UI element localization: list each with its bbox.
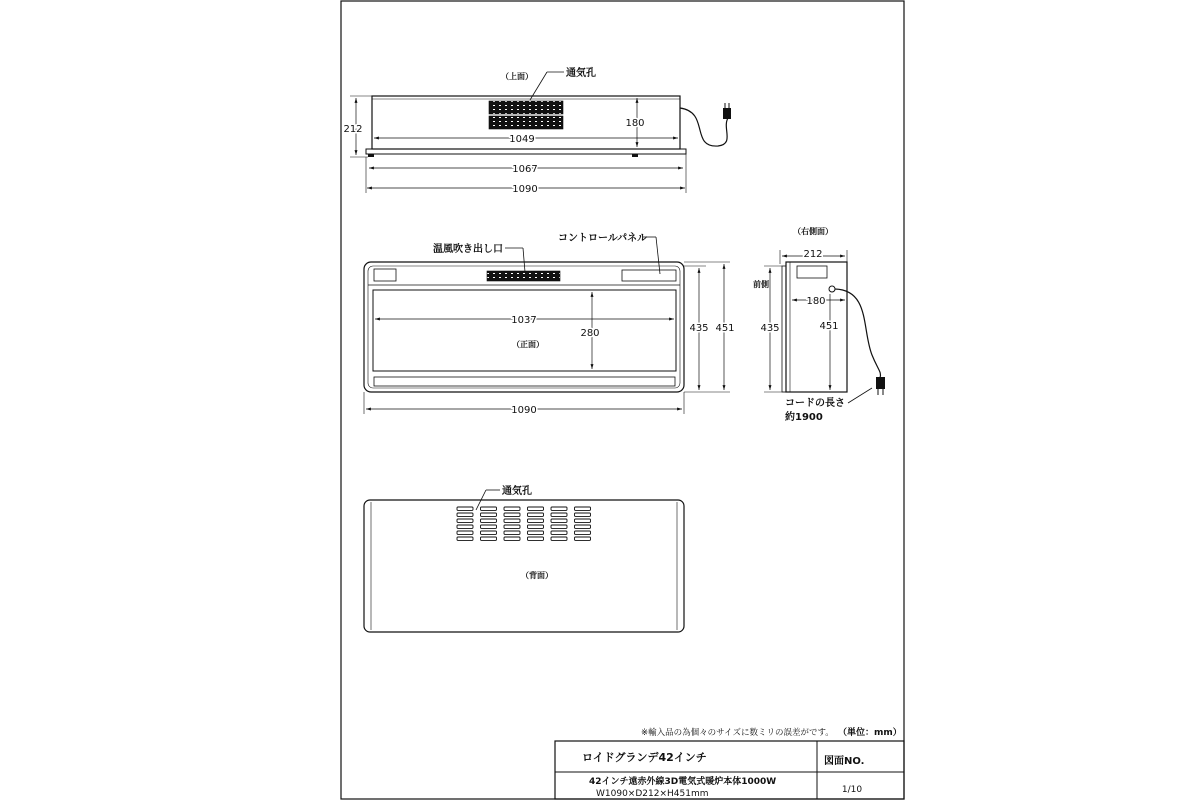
- side-dim-435: 435: [760, 323, 780, 334]
- back-vent-slot: [504, 507, 520, 510]
- product-description: 42インチ遠赤外線3D電気式暖炉本体1000W: [589, 777, 777, 787]
- front-body-inner: [368, 266, 680, 388]
- top-base-plate: [366, 149, 686, 154]
- side-front-label: 前側: [753, 280, 769, 289]
- side-plug: [876, 377, 885, 389]
- drawing-no-label: 図面NO.: [824, 756, 865, 767]
- title-block: [555, 741, 904, 799]
- back-vent-slot: [575, 513, 591, 516]
- front-screen: [373, 290, 676, 371]
- front-dim-451: 451: [715, 323, 735, 334]
- top-dim-1067: 1067: [512, 164, 538, 175]
- side-view: [753, 226, 885, 423]
- back-vent-slot: [528, 525, 544, 528]
- unit-note: （単位：mm）: [838, 728, 902, 738]
- top-power-cord: [680, 108, 728, 146]
- back-vent-slot: [528, 513, 544, 516]
- back-vent-slot: [481, 519, 497, 522]
- side-display: [797, 266, 827, 278]
- back-vent-label: 通気孔: [502, 486, 532, 497]
- front-view: [364, 232, 735, 416]
- back-vent-slot: [481, 507, 497, 510]
- side-cord-label: コードの長さ: [785, 398, 845, 409]
- back-view-title: （背面）: [521, 571, 553, 580]
- back-body: [364, 500, 684, 632]
- front-vent-label: 温風吹き出し口: [433, 244, 503, 255]
- back-vent-slot: [528, 531, 544, 534]
- back-vent-slot: [528, 537, 544, 540]
- product-dimensions: W1090×D212×H451mm: [596, 789, 709, 799]
- top-vent-label: 通気孔: [566, 68, 596, 79]
- top-plug: [723, 108, 731, 119]
- top-vent-lower: [489, 116, 563, 129]
- back-vent-slot: [457, 513, 473, 516]
- back-vent-slot: [457, 507, 473, 510]
- side-cord-port: [829, 286, 835, 292]
- top-dim-1090: 1090: [512, 184, 538, 195]
- side-cord-leader: [848, 388, 872, 403]
- top-dim-180: 180: [625, 118, 645, 129]
- front-dim-1037: 1037: [511, 315, 537, 326]
- back-vent-slot: [551, 513, 567, 516]
- front-left-display: [374, 269, 396, 281]
- front-dim-280: 280: [580, 328, 600, 339]
- back-vent-slot: [457, 531, 473, 534]
- front-control-panel: [622, 270, 676, 281]
- side-view-title: （右側面）: [793, 227, 833, 236]
- back-vent-slot: [575, 531, 591, 534]
- back-vent-slot: [457, 525, 473, 528]
- back-view: [364, 484, 684, 632]
- front-body-outer: [364, 262, 684, 392]
- back-vent-slot: [504, 519, 520, 522]
- front-panel-leader-2: [656, 237, 660, 274]
- back-vent-grid: [457, 507, 591, 540]
- top-vent-upper: [489, 101, 563, 114]
- back-vent-slot: [504, 513, 520, 516]
- back-vent-slot: [551, 519, 567, 522]
- back-vent-slot: [575, 525, 591, 528]
- back-vent-slot: [528, 507, 544, 510]
- front-view-title: （正面）: [512, 340, 544, 349]
- back-vent-slot: [481, 537, 497, 540]
- back-vent-slot: [457, 537, 473, 540]
- side-dim-212: 212: [803, 249, 823, 260]
- side-cord-length: 約1900: [785, 412, 823, 423]
- front-panel-label: コントロールパネル: [558, 233, 648, 244]
- front-dim-1090: 1090: [511, 405, 537, 416]
- side-dim-451: 451: [819, 321, 839, 332]
- back-vent-slot: [528, 519, 544, 522]
- front-warm-air-vent: [487, 271, 560, 281]
- back-vent-slot: [481, 525, 497, 528]
- back-vent-slot: [481, 513, 497, 516]
- front-dim-435: 435: [689, 323, 709, 334]
- top-dim-1049: 1049: [509, 134, 535, 145]
- back-vent-slot: [551, 507, 567, 510]
- back-vent-slot: [504, 525, 520, 528]
- top-dim-212: 212: [343, 124, 363, 135]
- back-vent-slot: [504, 531, 520, 534]
- side-dim-180: 180: [806, 296, 826, 307]
- back-vent-slot: [504, 537, 520, 540]
- back-vent-slot: [551, 537, 567, 540]
- top-foot-left: [368, 154, 374, 157]
- back-vent-slot: [551, 531, 567, 534]
- front-bottom-trim: [374, 377, 675, 386]
- front-vent-leader-2: [523, 248, 525, 272]
- back-vent-slot: [575, 507, 591, 510]
- back-vent-slot: [481, 531, 497, 534]
- top-view-title: （上面）: [501, 72, 533, 81]
- back-vent-slot: [551, 525, 567, 528]
- product-name: ロイドグランデ42インチ: [582, 751, 707, 764]
- disclaimer-note: ※輸入品の為個々のサイズに数ミリの誤差がです。: [641, 728, 834, 738]
- back-vent-slot: [575, 537, 591, 540]
- back-vent-slot: [575, 519, 591, 522]
- back-vent-slot: [457, 519, 473, 522]
- top-view: [343, 66, 731, 195]
- page-number: 1/10: [841, 785, 863, 795]
- top-foot-right: [632, 154, 638, 157]
- side-power-cord: [835, 289, 881, 378]
